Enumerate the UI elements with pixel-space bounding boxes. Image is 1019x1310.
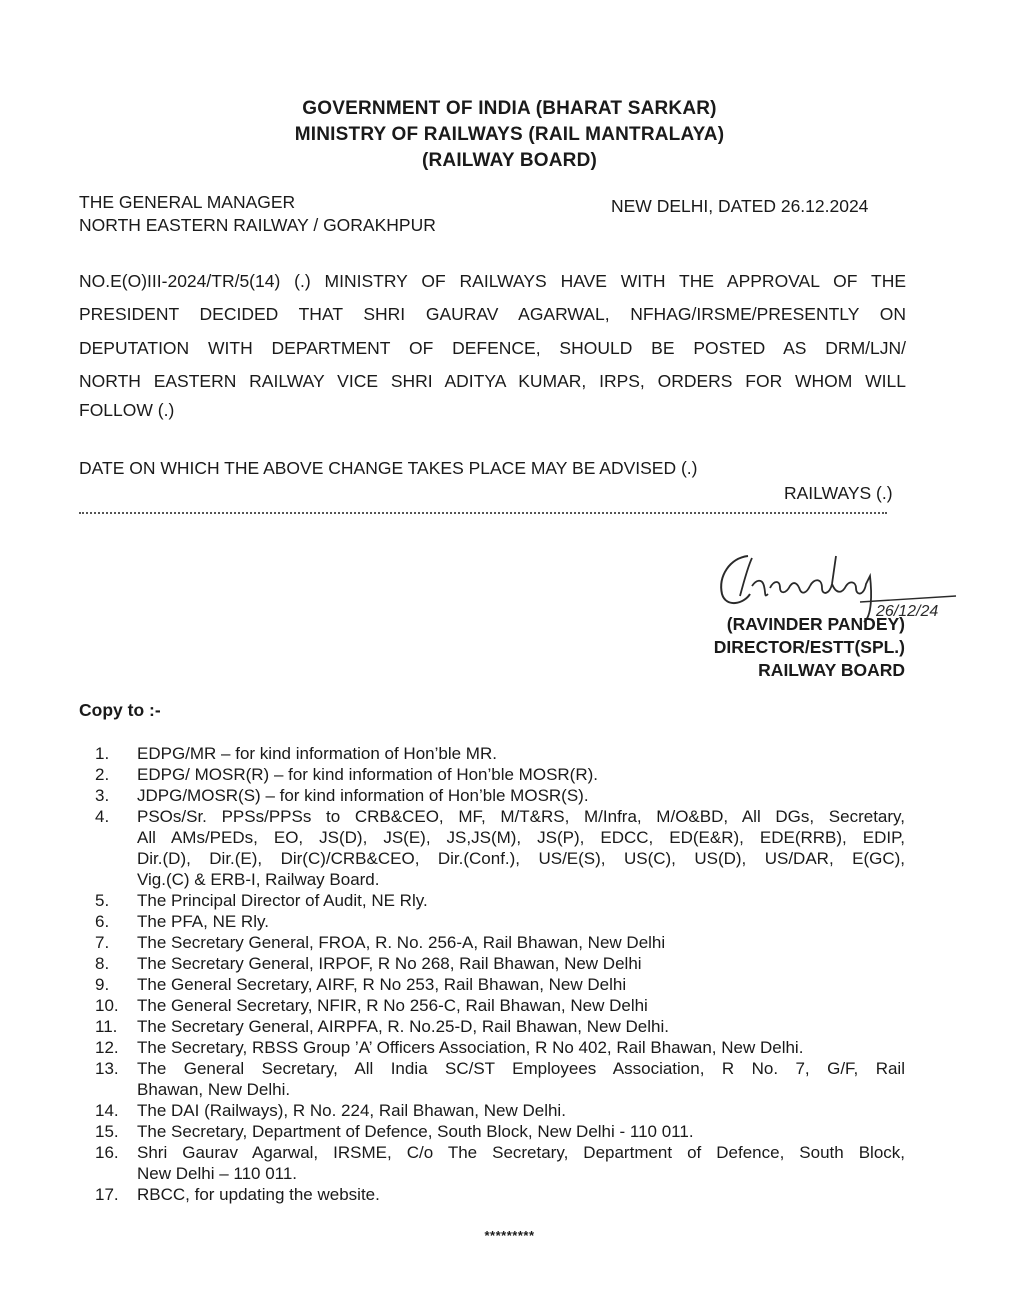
list-item-number: 2.: [95, 765, 110, 784]
body-paragraph-line: NORTH EASTERN RAILWAY VICE SHRI ADITYA KUMAR, IRPS, ORDERS FOR WHOM WILL: [79, 371, 906, 391]
list-item: [95, 806, 905, 890]
list-item: [95, 890, 905, 911]
dotted-separator: [79, 512, 887, 514]
list-item-line: Vig.(C) & ERB-I, Railway Board.: [137, 870, 380, 889]
header-board: (RAILWAY BOARD): [421, 150, 598, 171]
signatory-office: RAILWAY BOARD: [758, 660, 905, 680]
list-item-line: The Secretary, Department of Defence, South Block, New Delhi - 110 011.: [137, 1122, 694, 1141]
list-item-line: RBCC, for updating the website.: [137, 1185, 380, 1204]
date-line: NEW DELHI, DATED 26.12.2024: [611, 196, 869, 216]
list-item: [95, 743, 905, 764]
list-item-line: The DAI (Railways), R No. 224, Rail Bhawan, New Delhi.: [137, 1101, 566, 1120]
advise-line: DATE ON WHICH THE ABOVE CHANGE TAKES PLACE MAY BE ADVISED (.): [79, 458, 698, 478]
list-item-number: 17.: [95, 1185, 119, 1204]
list-item: [95, 974, 905, 995]
list-item-number: 16.: [95, 1143, 119, 1162]
signature-date: 26/12/24: [876, 603, 939, 620]
list-item-number: 3.: [95, 786, 110, 805]
list-item-number: 14.: [95, 1101, 119, 1120]
list-item: [95, 1184, 905, 1205]
list-item-number: 6.: [95, 912, 110, 931]
list-item: [95, 1142, 905, 1184]
list-item-line: JDPG/MOSR(S) – for kind information of Hon’ble MOSR(S).: [137, 786, 589, 805]
signatory-name: (RAVINDER PANDEY): [726, 614, 905, 634]
list-item-number: 5.: [95, 891, 110, 910]
list-item-number: 15.: [95, 1122, 119, 1141]
copy-to-heading: Copy to :-: [79, 700, 161, 720]
copy-to-list: [95, 743, 905, 1205]
list-item-line: The Principal Director of Audit, NE Rly.: [137, 891, 428, 910]
list-item-line: Bhawan, New Delhi.: [137, 1080, 291, 1099]
list-item-line: Dir.(D), Dir.(E), Dir(C)/CRB&CEO, Dir.(Conf.), US/E(S), US(C), US(D), US/DAR, E(GC),: [137, 849, 905, 868]
list-item: [95, 1037, 905, 1058]
end-marker: *********: [484, 1228, 535, 1243]
list-item-line: The Secretary General, FROA, R. No. 256-A, Rail Bhawan, New Delhi: [137, 933, 666, 952]
body-paragraph-line: FOLLOW (.): [79, 400, 175, 420]
list-item: [95, 764, 905, 785]
addressee-office: NORTH EASTERN RAILWAY / GORAKHPUR: [79, 215, 436, 235]
list-item-number: 8.: [95, 954, 110, 973]
list-item: [95, 932, 905, 953]
list-item-number: 4.: [95, 807, 110, 826]
list-item-number: 9.: [95, 975, 110, 994]
list-item-line: New Delhi – 110 011.: [137, 1164, 298, 1183]
list-item-line: The Secretary General, AIRPFA, R. No.25-D, Rail Bhawan, New Delhi.: [137, 1017, 669, 1036]
list-item-line: The General Secretary, AIRF, R No 253, Rail Bhawan, New Delhi: [137, 975, 627, 994]
list-item: [95, 1100, 905, 1121]
list-item-number: 13.: [95, 1059, 119, 1078]
list-item-line: PSOs/Sr. PPSs/PPSs to CRB&CEO, MF, M/T&RS, M/Infra, M/O&BD, All DGs, Secretary,: [137, 807, 905, 826]
list-item-line: Shri Gaurav Agarwal, IRSME, C/o The Secretary, Department of Defence, South Block,: [137, 1143, 905, 1162]
list-item-line: EDPG/ MOSR(R) – for kind information of Hon’ble MOSR(R).: [137, 765, 599, 784]
list-item-number: 7.: [95, 933, 110, 952]
body-paragraph-line: NO.E(O)III-2024/TR/5(14) (.) MINISTRY OF RAILWAYS HAVE WITH THE APPROVAL OF THE: [79, 271, 906, 291]
signatory-designation: DIRECTOR/ESTT(SPL.): [713, 637, 905, 657]
body-paragraph-line: DEPUTATION WITH DEPARTMENT OF DEFENCE, SHOULD BE POSTED AS DRM/LJN/: [79, 338, 906, 358]
list-item-line: All AMs/PEDs, EO, JS(D), JS(E), JS,JS(M), JS(P), EDCC, ED(E&R), EDE(RRB), EDIP,: [137, 828, 905, 847]
list-item: [95, 911, 905, 932]
list-item-number: 10.: [95, 996, 119, 1015]
railways-line: RAILWAYS (.): [784, 483, 893, 503]
list-item: [95, 953, 905, 974]
body-paragraph-line: PRESIDENT DECIDED THAT SHRI GAURAV AGARWAL, NFHAG/IRSME/PRESENTLY ON: [79, 304, 906, 324]
header-government: GOVERNMENT OF INDIA (BHARAT SARKAR): [302, 98, 717, 119]
list-item-number: 11.: [95, 1017, 118, 1036]
list-item-number: 12.: [95, 1038, 119, 1057]
list-item-line: The Secretary General, IRPOF, R No 268, Rail Bhawan, New Delhi: [137, 954, 642, 973]
list-item: [95, 1121, 905, 1142]
list-item: [95, 1058, 905, 1100]
list-item-line: The General Secretary, NFIR, R No 256-C, Rail Bhawan, New Delhi: [137, 996, 648, 1015]
list-item: [95, 995, 905, 1016]
list-item-line: The General Secretary, All India SC/ST Employees Association, R No. 7, G/F, Rail: [137, 1059, 905, 1078]
list-item: [95, 1016, 905, 1037]
header-ministry: MINISTRY OF RAILWAYS (RAIL MANTRALAYA): [294, 124, 725, 145]
addressee-title: THE GENERAL MANAGER: [79, 192, 296, 212]
list-item-number: 1.: [95, 744, 110, 763]
list-item-line: The PFA, NE Rly.: [137, 912, 269, 931]
list-item-line: The Secretary, RBSS Group ’A’ Officers Association, R No 402, Rail Bhawan, New Delhi.: [137, 1038, 804, 1057]
list-item-line: EDPG/MR – for kind information of Hon’ble MR.: [137, 744, 497, 763]
list-item: [95, 785, 905, 806]
